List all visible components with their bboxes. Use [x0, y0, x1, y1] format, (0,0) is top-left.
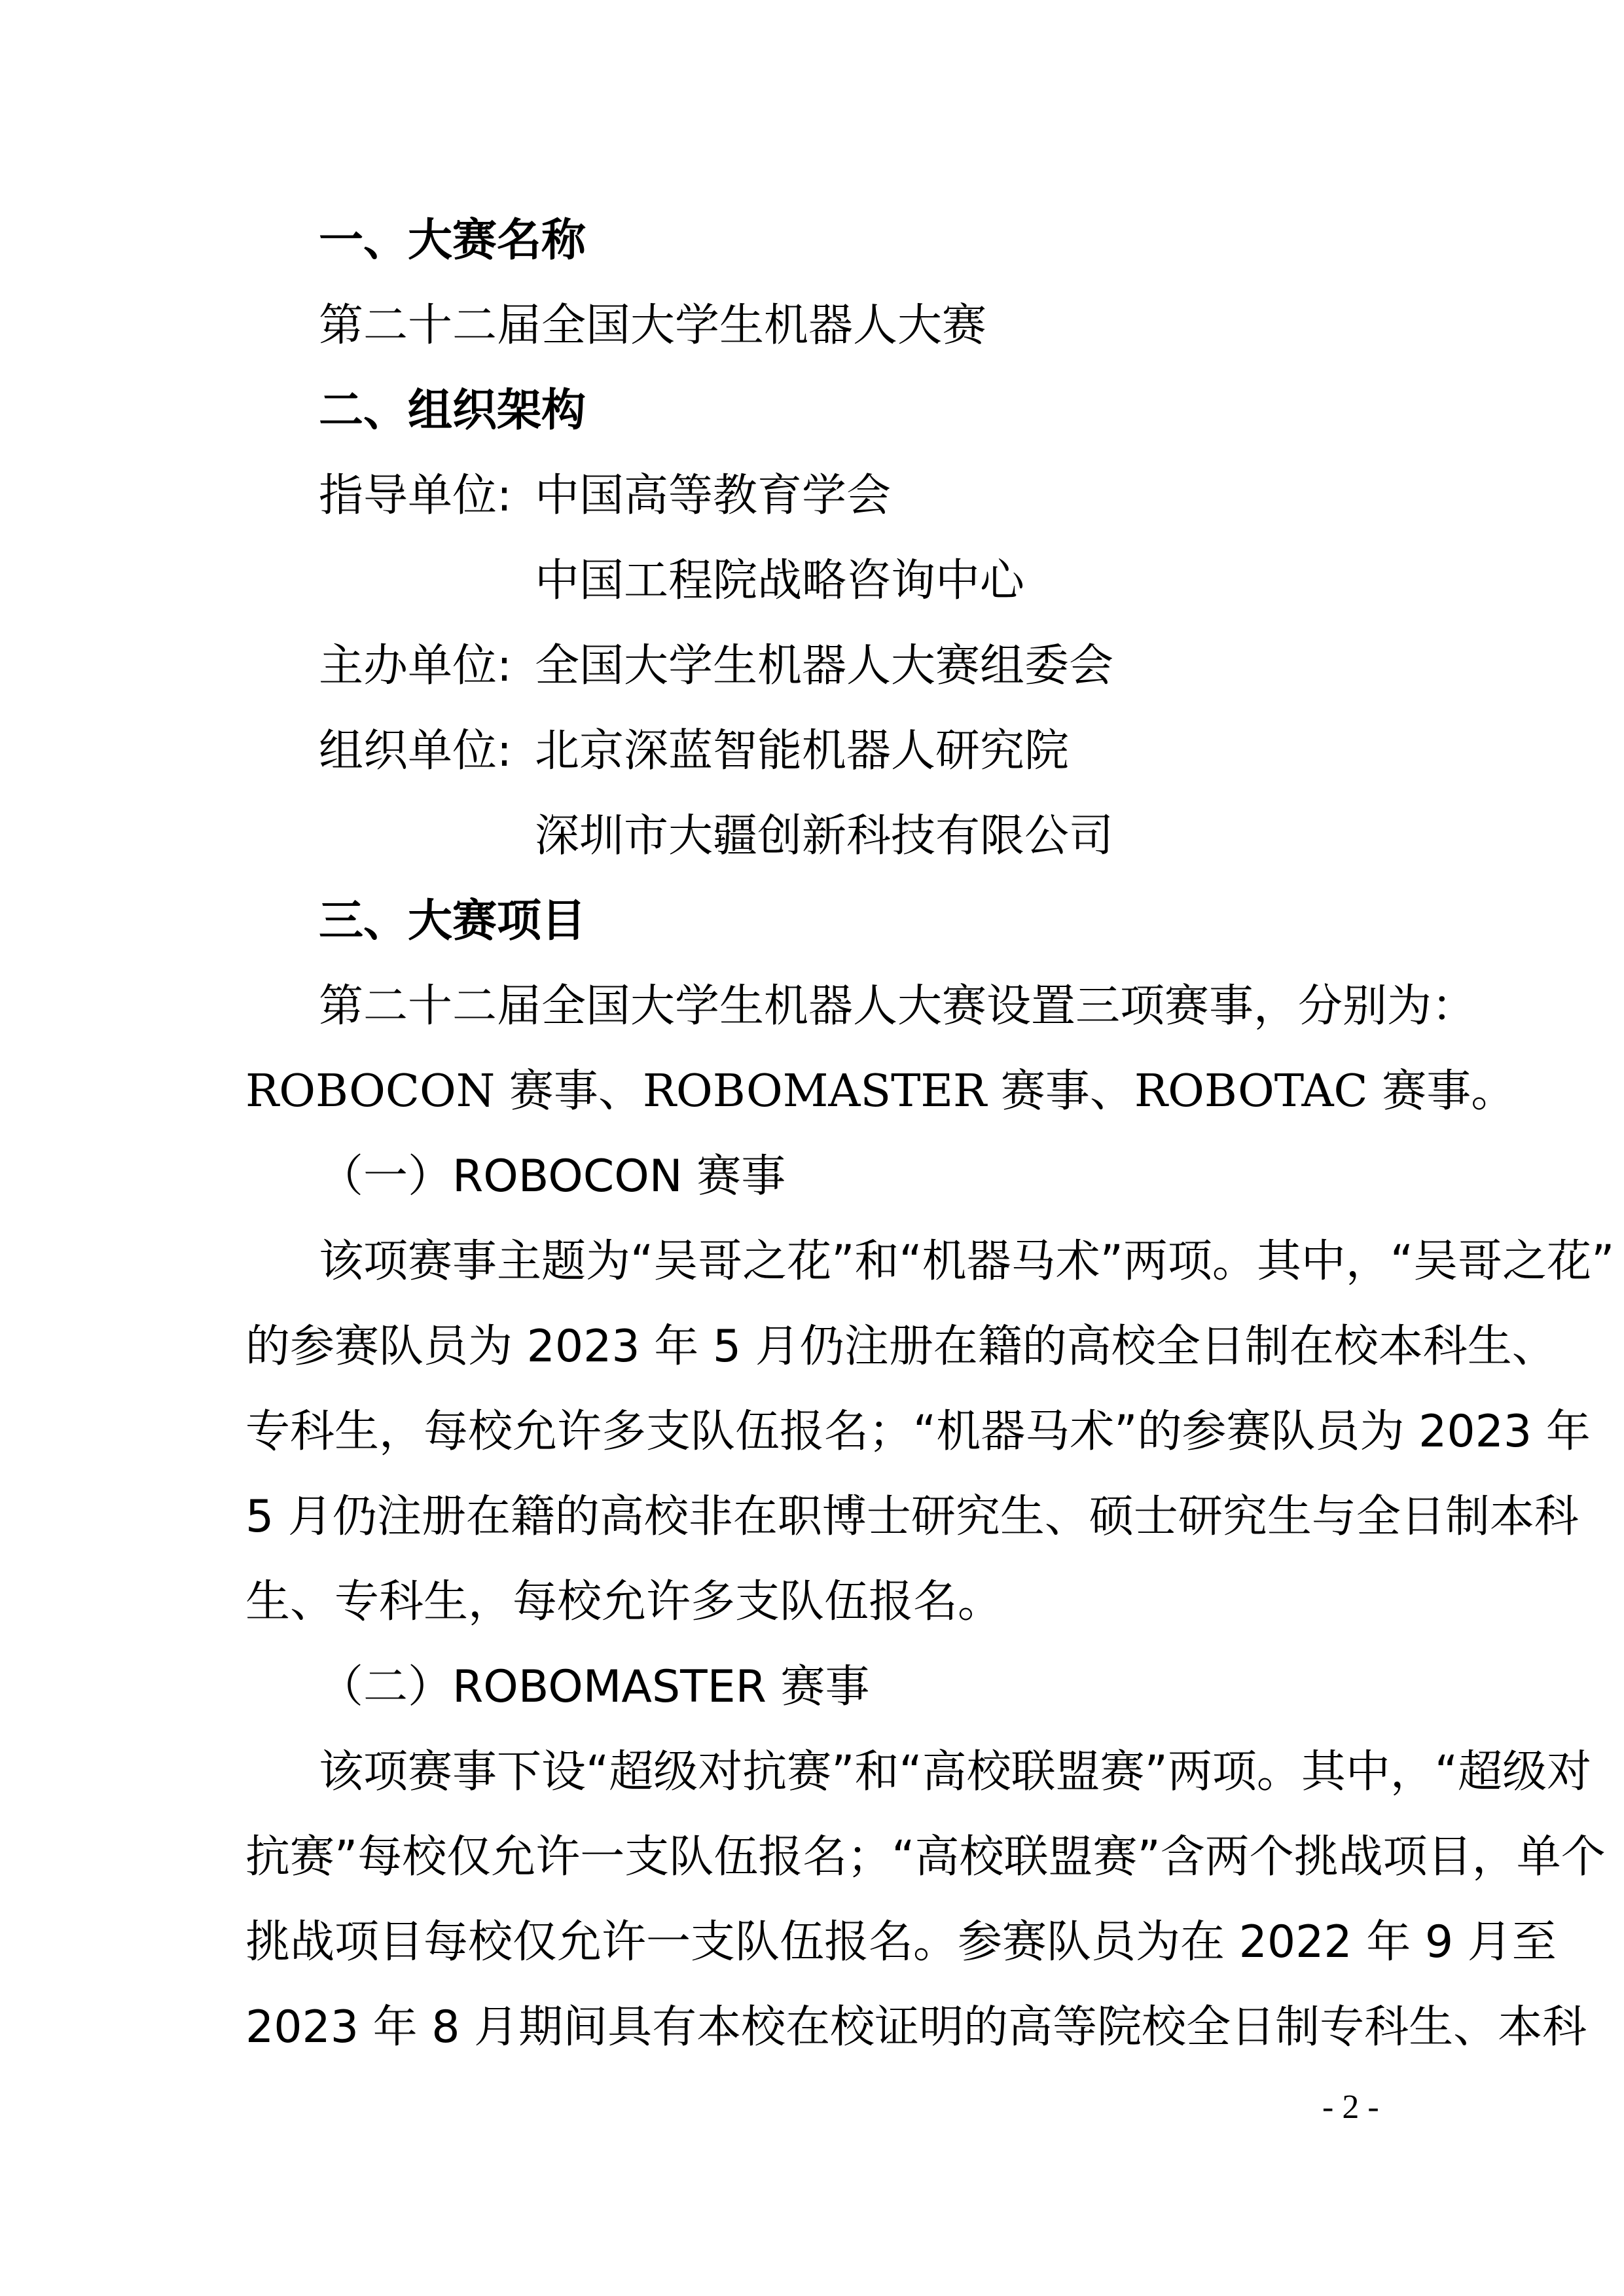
section-heading-organization: 二、组织架构 — [319, 385, 586, 437]
robomaster-paragraph-line-2: 抗赛”每校仅允许一支队伍报名；“高校联盟赛”含两个挑战项目，单个 — [245, 1831, 1606, 1883]
contest-items-intro-line-1: 第二十二届全国大学生机器人大赛设置三项赛事，分别为： — [319, 980, 1477, 1032]
subsection-heading-robocon: （一）ROBOCON 赛事 — [319, 1151, 786, 1202]
robomaster-paragraph-line-1: 该项赛事下设“超级对抗赛”和“高校联盟赛”两项。其中，“超级对 — [319, 1746, 1592, 1798]
org-label-guiding-unit: 指导单位: — [319, 470, 512, 522]
org-value-organizing-unit-2: 深圳市大疆创新科技有限公司 — [535, 810, 1114, 862]
robocon-paragraph-line-4: 5 月仍注册在籍的高校非在职博士研究生、硕士研究生与全日制本科 — [245, 1491, 1579, 1543]
org-value-guiding-unit-1: 中国高等教育学会 — [535, 470, 892, 522]
robomaster-paragraph-line-3: 挑战项目每校仅允许一支队伍报名。参赛队员为在 2022 年 9 月至 — [245, 1916, 1557, 1968]
org-value-organizing-unit-1: 北京深蓝智能机器人研究院 — [535, 725, 1070, 777]
section-heading-contest-name: 一、大赛名称 — [319, 215, 586, 266]
contest-items-intro-line-2: ROBOCON 赛事、ROBOMASTER 赛事、ROBOTAC 赛事。 — [245, 1066, 1516, 1117]
contest-name-text: 第二十二届全国大学生机器人大赛 — [319, 300, 987, 351]
robocon-paragraph-line-1: 该项赛事主题为“吴哥之花”和“机器马术”两项。其中，“吴哥之花” — [319, 1236, 1615, 1287]
robocon-paragraph-line-5: 生、专科生，每校允许多支队伍报名。 — [245, 1576, 1003, 1628]
org-label-host-unit: 主办单位: — [319, 640, 512, 692]
org-value-host-unit-1: 全国大学生机器人大赛组委会 — [535, 640, 1114, 692]
robomaster-paragraph-line-4: 2023 年 8 月期间具有本校在校证明的高等院校全日制专科生、本科 — [245, 2001, 1587, 2053]
section-heading-contest-items: 三、大赛项目 — [319, 895, 586, 947]
subsection-heading-robomaster: （二）ROBOMASTER 赛事 — [319, 1661, 870, 1713]
org-value-guiding-unit-2: 中国工程院战略咨询中心 — [535, 555, 1025, 607]
robocon-paragraph-line-2: 的参赛队员为 2023 年 5 月仍注册在籍的高校全日制在校本科生、 — [245, 1321, 1557, 1372]
robocon-paragraph-line-3: 专科生，每校允许多支队伍报名；“机器马术”的参赛队员为 2023 年 — [245, 1406, 1591, 1458]
org-label-organizing-unit: 组织单位: — [319, 725, 512, 777]
page-number: - 2 - — [1322, 2089, 1379, 2126]
